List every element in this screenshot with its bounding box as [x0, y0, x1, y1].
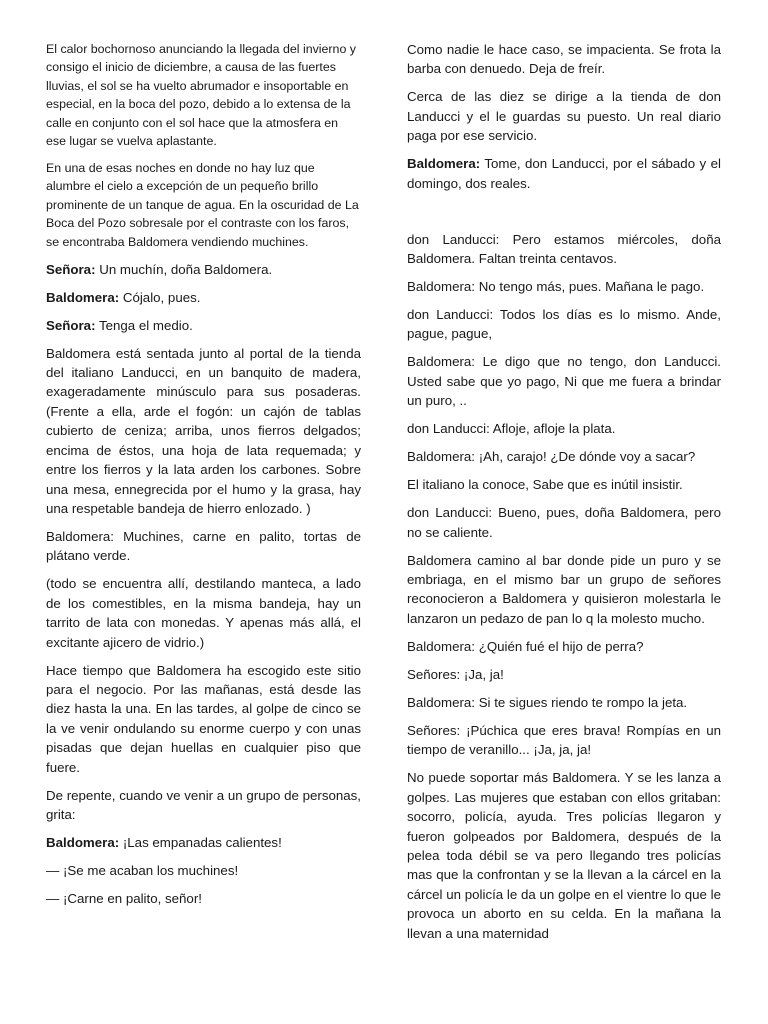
paragraph-shout: De repente, cuando ve venir a un grupo de personas, grita:	[46, 787, 361, 822]
paragraph-night: En una de esas noches en donde no hay luz que alumbre el cielo a excepción de un pequeño brillo prominente de un tanque de agua. En la oscuridad de La Boca del Pozo sobresale por el contraste con los faros, se encontraba Baldomera vendiendo muchines.	[46, 161, 359, 249]
dialogue-line: don Landucci: Pero estamos miércoles, doña Baldomera. Faltan treinta centavos.	[407, 231, 721, 267]
dialogue-text: Tenga el medio.	[95, 317, 193, 333]
dialogue-line	[46, 833, 361, 852]
dialogue-line	[46, 316, 361, 335]
dialogue-line: don Landucci: Todos los días es lo mismo. Ande, pague, pague,	[407, 307, 721, 342]
dialogue-line: Baldomera: No tengo más, pues. Mañana le pago.	[407, 279, 705, 295]
paragraph-fight	[407, 768, 721, 943]
paragraph-narration: El italiano la conoce, Sabe que es inútil insistir.	[407, 477, 683, 493]
dialogue-line	[46, 260, 361, 279]
dialogue-line: Baldomera: Le digo que no tengo, don Landucci. Usted sabe que yo pago, Ni que me fuera a brindar un puro, ..	[407, 354, 721, 409]
paragraph-dialogue: Baldomera: Muchines, carne en palito, tortas de plátano verde.	[46, 528, 361, 564]
paragraph-routine: Hace tiempo que Baldomera ha escogido este sitio para el negocio. Por las mañanas, está desde las diez hasta la una. En las tardes, al golpe de cinco se la ve venir ondulando su enorme cuerpo y con unas pisadas que dejan huellas en cualquier piso que fuere.	[46, 662, 361, 775]
dialogue-text: ¡Las empanadas calientes!	[119, 834, 282, 850]
dialogue-line: — ¡Se me acaban los muchines!	[46, 862, 239, 878]
paragraph-aside: (todo se encuentra allí, destilando manteca, a lado de los comestibles, en la misma bandeja, hay un tarrito de lata con monedas. Y apenas más allá, el excitante ajicero de vidrio.)	[46, 576, 361, 650]
dialogue-text: Tome, don Landucci, por el sábado y el domingo, dos reales.	[407, 156, 721, 191]
dialogue-line: Baldomera: Si te sigues riendo te rompo la jeta.	[407, 694, 688, 710]
left-column	[46, 40, 361, 917]
paragraph-impatience: Como nadie le hace caso, se impacienta. Se frota la barba con denuedo. Deja de freír.	[407, 42, 721, 77]
speaker-label: Señora:	[46, 261, 96, 277]
dialogue-line: Baldomera: ¡Ah, carajo! ¿De dónde voy a sacar?	[407, 449, 696, 465]
dialogue-line: Señores: ¡Ja, ja!	[407, 666, 504, 682]
dialogue-line	[407, 154, 721, 193]
dialogue-text: Cójalo, pues.	[119, 289, 201, 305]
dialogue-line: don Landucci: Afloje, afloje la plata.	[407, 421, 616, 437]
paragraph-intro: El calor bochornoso anunciando la llegada del invierno y consigo el inicio de diciembre, a causa de las fuertes lluvias, el sol se ha vuelto abrumador e insoportable en especial, en la boca del pozo, debido a lo extensa de la calle en conjunto con el sol hace que la atmosfera en ese lugar se vuelva aplastante.	[46, 42, 356, 149]
dialogue-line	[46, 288, 361, 307]
dialogue-text: Un muchín, doña Baldomera.	[95, 261, 273, 277]
dialogue-line: — ¡Carne en palito, señor!	[46, 890, 202, 906]
paragraph-bar: Baldomera camino al bar donde pide un puro y se embriaga, en el mismo bar un grupo de señores reconocieron a Baldomera y quisieron molestarla le lanzaron un pedazo de pan lo q la molesto mucho.	[407, 552, 721, 626]
blank-gap	[407, 202, 721, 230]
fight-text: No puede soportar más Baldomera. Y se les lanza a golpes. Las mujeres que estaban con ellos gritaban: socorro, policía, ayuda. Tres policías llegaron y fueron golpeados por Baldomera, después de la pelea toda débil se va pero llegando tres policías mas que la confrontan y se la llevan a la cárcel en la cárcel un policía le da un golpe en el vientre lo que le provoca un aborto en su celda.	[407, 770, 721, 922]
paragraph-description: Baldomera está sentada junto al portal de la tienda del italiano Landucci, en un banquito de madera, exageradamente minúsculo para sus posaderas. (Frente a ella, arde el fogón: un cajón de tablas cubierto de ceniza; arriba, unos fierros delgados; encima de éstos, una hoja de lata requemada; y entre los fierros y la lata arden los carbones. Sobre una mesa, ennegrecida por el humo y la grasa, hay una respetable bandeja de hierro enlozado. )	[46, 345, 361, 516]
speaker-label: Señora:	[46, 317, 96, 333]
speaker-label: Baldomera:	[46, 289, 120, 305]
speaker-label: Baldomera:	[407, 156, 481, 172]
paragraph-landucci: Cerca de las diez se dirige a la tienda de don Landucci y el le guardas su puesto. Un real diario paga por ese servicio.	[407, 89, 721, 144]
cut-off-text: En la mañana la llevan a una maternidad	[407, 906, 721, 941]
dialogue-line: Baldomera: ¿Quién fué el hijo de perra?	[407, 638, 644, 654]
dialogue-line: don Landucci: Bueno, pues, doña Baldomera, pero no se caliente.	[407, 505, 721, 540]
speaker-label: Baldomera:	[46, 834, 120, 850]
right-column	[407, 40, 721, 952]
dialogue-line: Señores: ¡Púchica que eres brava! Rompías en un tiempo de veranillo... ¡Ja, ja, ja!	[407, 722, 721, 758]
